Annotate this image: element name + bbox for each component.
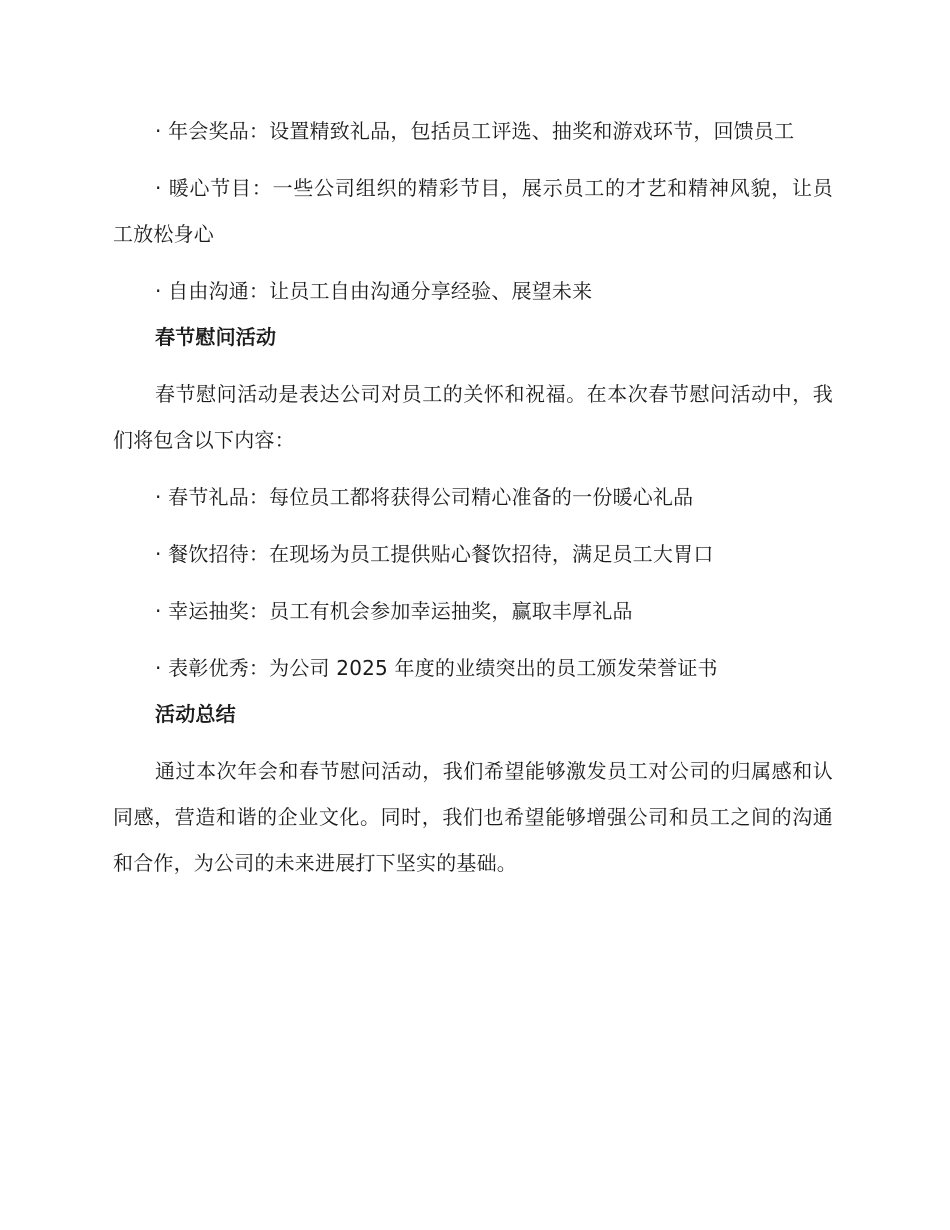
list-item-annual-prizes: · 年会奖品：设置精致礼品，包括员工评选、抽奖和游戏环节，回馈员工 (155, 119, 795, 143)
list-item-free-communication: · 自由沟通：让员工自由沟通分享经验、展望未来 (155, 279, 593, 303)
list-item-honors: · 表彰优秀：为公司 2025 年度的业绩突出的员工颁发荣誉证书 (155, 656, 718, 680)
summary-body: 通过本次年会和春节慰问活动，我们希望能够激发员工对公司的归属感和认同感，营造和谐的企业文化。同时，我们也希望能够增强公司和员工之间的沟通和合作，为公司的未来进展打下坚实的基础。 (113, 759, 833, 875)
list-item-catering: · 餐饮招待：在现场为员工提供贴心餐饮招待，满足员工大胃口 (155, 542, 714, 566)
section-heading-summary: 活动总结 (155, 702, 236, 726)
section-heading-spring-visit: 春节慰问活动 (155, 325, 277, 349)
list-item-spring-gifts: · 春节礼品：每位员工都将获得公司精心准备的一份暖心礼品 (155, 485, 694, 509)
list-item-lucky-draw: · 幸运抽奖：员工有机会参加幸运抽奖，赢取丰厚礼品 (155, 599, 633, 623)
list-item-warm-programs: · 暖心节目：一些公司组织的精彩节目，展示员工的才艺和精神风貌，让员工放松身心 (113, 176, 833, 246)
document-body (113, 108, 833, 886)
spring-visit-intro: 春节慰问活动是表达公司对员工的关怀和祝福。在本次春节慰问活动中，我们将包含以下内容： (113, 382, 833, 452)
